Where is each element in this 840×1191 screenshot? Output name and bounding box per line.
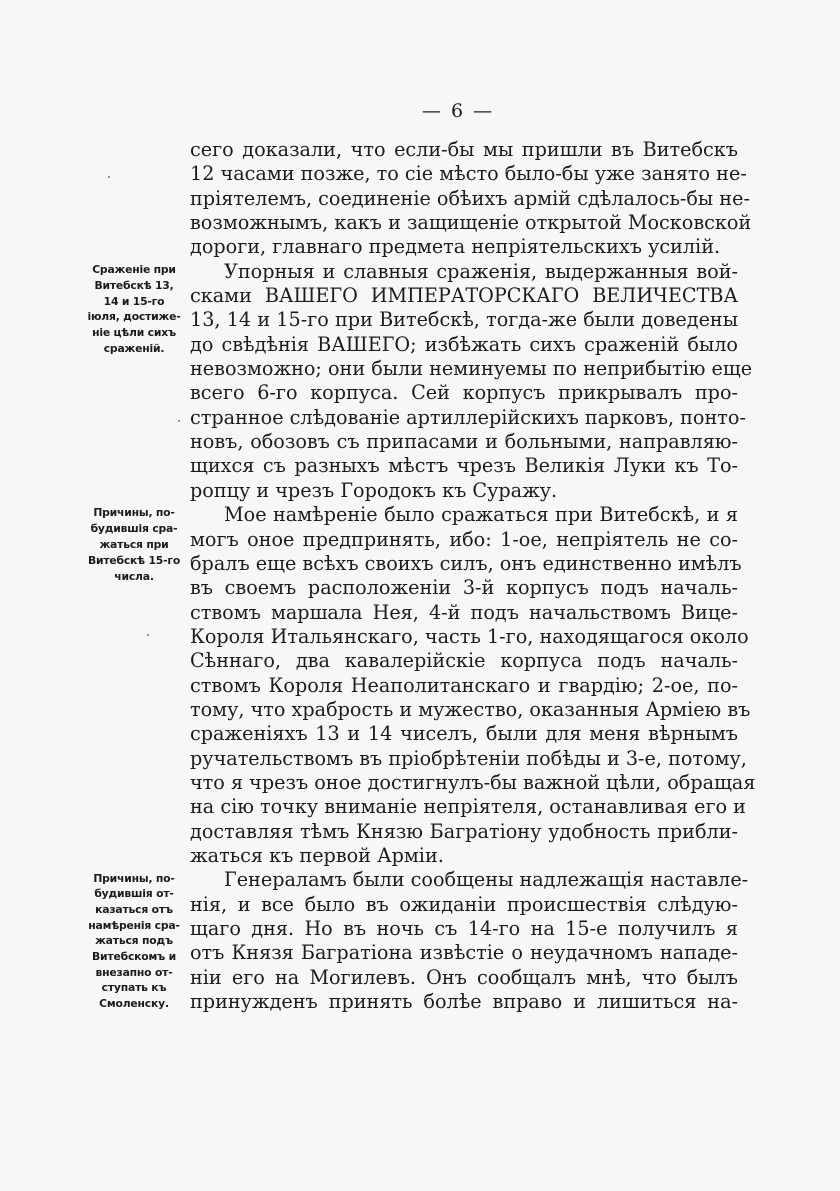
margin-note-line: жаться при: [99, 538, 169, 552]
text-line: ствомъ маршала Нея, 4-й подъ начальствомъ Вице-: [190, 600, 738, 624]
text-line: Мое намѣреніе было сражаться при Витебскѣ, и я: [224, 503, 738, 527]
margin-note-line: Сраженіе при: [92, 262, 176, 276]
margin-note-line: сраженій.: [103, 342, 165, 356]
text-line: возможнымъ, какъ и защищеніе открытой Московской: [190, 211, 752, 235]
text-line: жаться къ первой Арміи.: [190, 843, 444, 867]
margin-note: [82, 262, 186, 357]
margin-note-line: Витебскѣ 13,: [94, 278, 174, 292]
text-line: нія, и все было въ ожиданіи происшествія слѣдую-: [190, 892, 738, 916]
text-line: Генераламъ были сообщены надлежащія наставле-: [224, 868, 749, 892]
margin-note-line: іюля, достиже-: [87, 310, 181, 324]
margin-note-line: Причины, по-: [93, 506, 175, 520]
text-line: до свѣдѣнія ВАШЕГО; избѣжать сихъ сраженій было: [190, 332, 738, 356]
margin-note-line: Причины, по-: [93, 871, 175, 885]
text-line: Сѣннаго, два кавалерійскіе корпуса подъ началь-: [190, 649, 738, 673]
text-line: новъ, обозовъ съ припасами и больными, направляю-: [190, 430, 738, 454]
margin-note-line: Смоленску.: [99, 997, 169, 1011]
scan-speck: [178, 420, 180, 422]
text-line: ствомъ Короля Неаполитанскаго и гвардію; 2-ое, по-: [190, 673, 738, 697]
margin-note: [82, 871, 186, 1012]
text-line: пріятелемъ, соединеніе обѣихъ армій сдѣлалось-бы не-: [190, 186, 750, 210]
margin-note-line: будившія сра-: [90, 522, 178, 536]
margin-note-line: намѣренія сра-: [88, 918, 180, 932]
text-line: ручательствомъ въ пріобрѣтеніи побѣды и 3-е, потому,: [190, 746, 747, 770]
text-line: 12 часами позже, то сіе мѣсто было-бы уже занято не-: [190, 162, 747, 186]
margin-note-line: ступать къ: [101, 981, 167, 995]
margin-note-line: 14 и 15-го: [103, 294, 165, 308]
text-line: что я чрезъ оное достигнулъ-бы важной цѣли, обращая: [190, 770, 756, 794]
text-line: въ своемъ расположеніи 3-й корпусъ подъ началь-: [190, 576, 738, 600]
text-line: тому, что храбрость и мужество, оказанныя Арміею въ: [190, 697, 751, 721]
margin-note-line: Витебскомъ и: [92, 950, 176, 964]
text-line: могъ оное предпринять, ибо: 1-ое, непріятель не со-: [190, 527, 738, 551]
text-line: дороги, главнаго предмета непріятельскихъ усилій.: [190, 235, 721, 259]
text-line: на сію точку вниманіе непріятеля, останавливая его и: [190, 795, 746, 819]
text-line: ніи его на Могилевъ. Онъ сообщалъ мнѣ, что былъ: [190, 965, 738, 989]
main-text: [190, 138, 756, 1014]
text-line: невозможно; они были неминуемы по неприбытію еще: [190, 357, 753, 381]
scan-speck: [108, 176, 110, 178]
margin-note-line: Витебскѣ 15-го: [87, 553, 181, 567]
text-line: 13, 14 и 15-го при Витебскѣ, тогда-же были доведены: [190, 308, 738, 332]
text-line: бралъ еще всѣхъ своихъ силъ, онъ единственно имѣлъ: [190, 551, 742, 575]
text-line: щаго дня. Но въ ночь съ 14-го на 15-е получилъ я: [190, 917, 738, 940]
text-line: принужденъ принять болѣе вправо и лишиться на-: [190, 990, 738, 1014]
scan-speck: [147, 634, 149, 636]
text-line: сраженіяхъ 13 и 14 чиселъ, были для меня вѣрнымъ: [190, 722, 738, 746]
text-line: ропцу и чрезъ Городокъ къ Суражу.: [190, 478, 558, 502]
margin-note-line: внезапно от-: [95, 965, 173, 979]
text-line: Упорныя и славныя сраженія, выдержанныя вой-: [224, 259, 738, 283]
text-line: Короля Итальянскаго, часть 1-го, находящагося около: [190, 624, 749, 648]
text-line: доставляя тѣмъ Князю Багратіону удобность прибли-: [190, 819, 738, 843]
text-line: отъ Князя Багратіона извѣстіе о неудачномъ нападе-: [190, 941, 738, 965]
text-line: сками ВАШЕГО ИМПЕРАТОРСКАГО ВЕЛИЧЕСТВА: [190, 284, 738, 308]
margin-note-line: будившія от-: [94, 887, 174, 901]
text-line: всего 6-го корпуса. Сей корпусъ прикрывалъ про-: [190, 381, 738, 405]
margin-note: [82, 505, 186, 585]
text-line: сего доказали, что если-бы мы пришли въ Витебскъ: [190, 138, 738, 161]
margin-note-line: числа.: [114, 569, 154, 583]
text-line: щихся съ разныхъ мѣстъ чрезъ Великія Луки къ То-: [190, 454, 738, 478]
text-line: странное слѣдованіе артиллерійскихъ парковъ, понто-: [190, 405, 746, 429]
margin-note-line: жаться подъ: [95, 934, 173, 948]
margin-note-line: казаться отъ: [95, 902, 173, 916]
page-header: [0, 100, 840, 122]
page-number: — 6 —: [421, 100, 495, 122]
margin-note-line: ніе цѣли сихъ: [92, 326, 176, 340]
